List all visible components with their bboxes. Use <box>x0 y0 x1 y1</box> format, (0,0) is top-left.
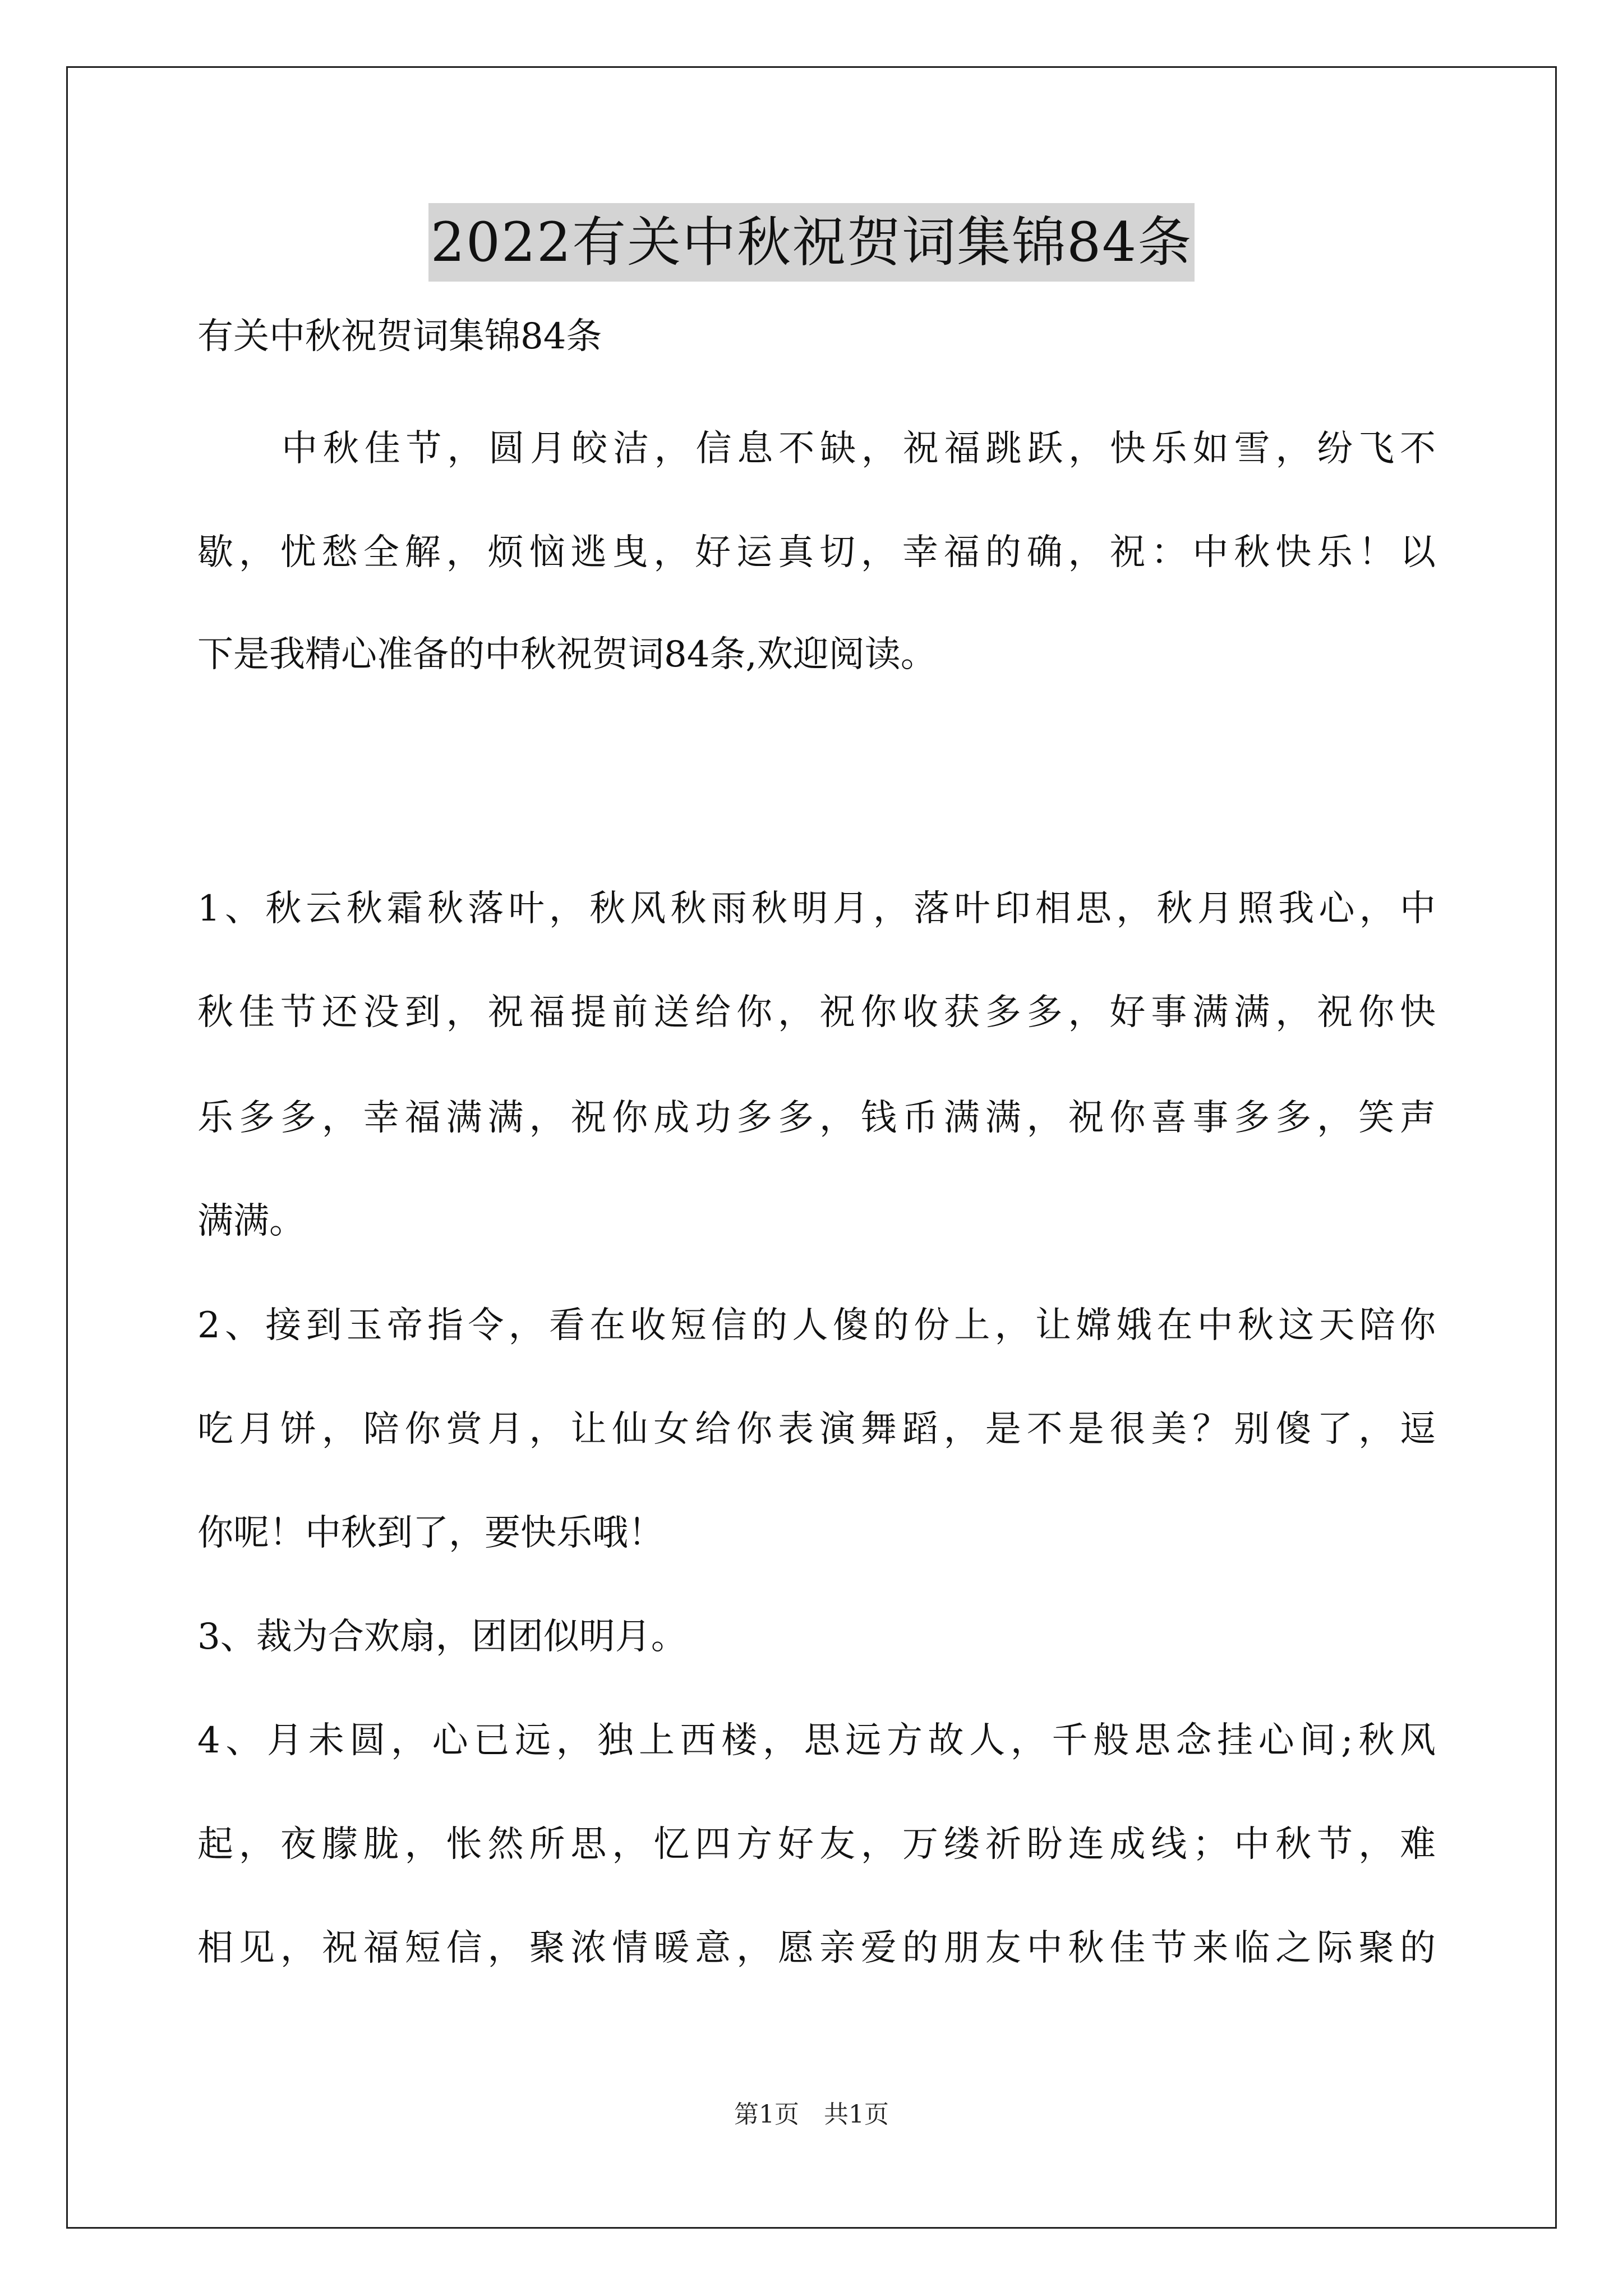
paragraph-line: 2、接到玉帝指令，看在收短信的人傻的份上，让嫦娥在中秋这天陪你 <box>197 1305 1436 1346</box>
paragraph-line: 歇，忧愁全解，烦恼逃曳，好运真切，幸福的确，祝：中秋快乐！以 <box>197 532 1436 573</box>
page-border <box>66 66 1557 2229</box>
paragraph-line: 吃月饼，陪你赏月，让仙女给你表演舞蹈，是不是很美？别傻了，逗 <box>197 1409 1436 1450</box>
paragraph-line: 乐多多，幸福满满，祝你成功多多，钱币满满，祝你喜事多多，笑声 <box>197 1097 1436 1139</box>
paragraph-line: 4、月未圆，心已远，独上西楼，思远方故人，千般思念挂心间;秋风 <box>197 1720 1436 1761</box>
paragraph-line: 下是我精心准备的中秋祝贺词84条,欢迎阅读。 <box>197 634 937 675</box>
paragraph-line: 你呢！中秋到了，要快乐哦！ <box>197 1512 664 1554</box>
title-container <box>0 203 1623 282</box>
page-footer: 第1页 共1页 <box>734 2100 889 2129</box>
paragraph-line: 秋佳节还没到，祝福提前送给你，祝你收获多多，好事满满，祝你快 <box>197 992 1436 1033</box>
paragraph-line: 1、秋云秋霜秋落叶，秋风秋雨秋明月，落叶印相思，秋月照我心，中 <box>197 888 1436 930</box>
paragraph-line: 3、裁为合欢扇，团团似明月。 <box>197 1616 687 1658</box>
document-subtitle: 有关中秋祝贺词集锦84条 <box>197 316 602 357</box>
paragraph-line: 相见，祝福短信，聚浓情暖意，愿亲爱的朋友中秋佳节来临之际聚的 <box>197 1927 1436 1969</box>
paragraph-line: 起，夜朦胧，怅然所思，忆四方好友，万缕祈盼连成线；中秋节，难 <box>197 1824 1436 1865</box>
paragraph-line: 中秋佳节，圆月皎洁，信息不缺，祝福跳跃，快乐如雪，纷飞不 <box>282 428 1436 470</box>
paragraph-line: 满满。 <box>197 1200 305 1242</box>
document-title: 2022有关中秋祝贺词集锦84条 <box>428 203 1195 282</box>
